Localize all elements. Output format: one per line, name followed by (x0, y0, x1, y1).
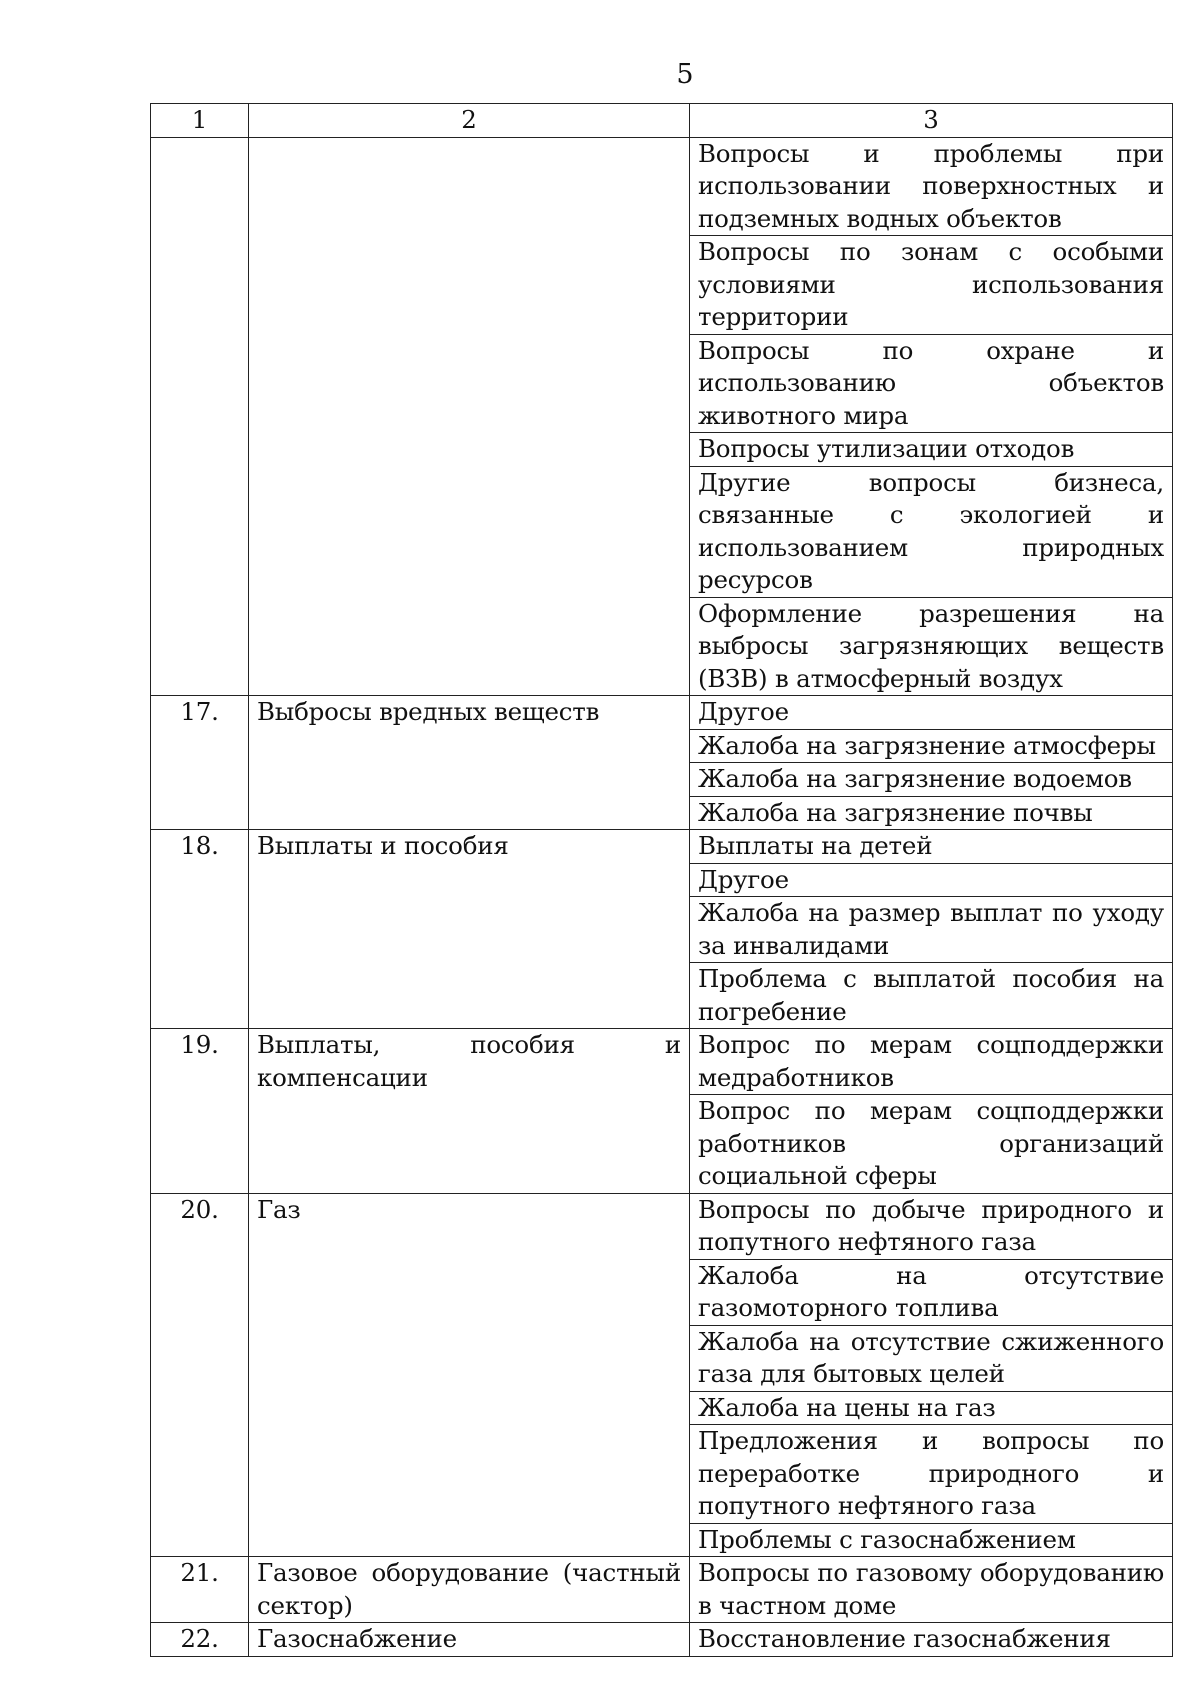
subcategory-cell: Проблемы с газоснабжением (690, 1523, 1173, 1557)
subcategory-cell: Жалоба на загрязнение атмосферы (690, 729, 1173, 763)
table-row (151, 696, 1173, 730)
table-row (151, 137, 1173, 236)
table-header-row (151, 104, 1173, 138)
subcategory-cell: Вопросы по охране и использованию объектов животного мира (690, 334, 1173, 433)
subcategory-cell: Жалоба на размер выплат по уходу за инвалидами (690, 897, 1173, 963)
subcategory-cell: Другие вопросы бизнеса, связанные с экологией и использованием природных ресурсов (690, 466, 1173, 597)
subcategory-cell: Другое (690, 696, 1173, 730)
subcategory-cell: Вопрос по мерам соцподдержки работников организаций социальной сферы (690, 1095, 1173, 1194)
table-row (151, 1029, 1173, 1095)
category-cell (249, 137, 690, 696)
category-cell: Газовое оборудование (частный сектор) (249, 1557, 690, 1623)
subcategory-cell: Вопросы утилизации отходов (690, 433, 1173, 467)
subcategory-cell: Другое (690, 863, 1173, 897)
subcategory-cell: Оформление разрешения на выбросы загрязняющих веществ (ВЗВ) в атмосферный воздух (690, 597, 1173, 696)
row-number (151, 137, 249, 696)
category-cell: Газоснабжение (249, 1623, 690, 1657)
page-number: 5 (676, 59, 694, 90)
column-header-3: 3 (690, 104, 1173, 138)
subcategory-cell: Вопросы по добыче природного и попутного нефтяного газа (690, 1193, 1173, 1259)
subcategory-cell: Проблема с выплатой пособия на погребение (690, 963, 1173, 1029)
subcategory-cell: Предложения и вопросы по переработке природного и попутного нефтяного газа (690, 1425, 1173, 1524)
category-cell: Выплаты, пособия и компенсации (249, 1029, 690, 1194)
category-cell: Выплаты и пособия (249, 830, 690, 1029)
subcategory-cell: Жалоба на отсутствие сжиженного газа для бытовых целей (690, 1325, 1173, 1391)
table-body (151, 104, 1173, 1657)
row-number: 20. (151, 1193, 249, 1557)
subcategory-cell: Вопросы по зонам с особыми условиями использования территории (690, 236, 1173, 335)
appeals-classification-table (150, 103, 1173, 1657)
subcategory-cell: Жалоба на загрязнение почвы (690, 796, 1173, 830)
column-header-2: 2 (249, 104, 690, 138)
row-number: 22. (151, 1623, 249, 1657)
row-number: 19. (151, 1029, 249, 1194)
table-row (151, 1193, 1173, 1259)
row-number: 21. (151, 1557, 249, 1623)
subcategory-cell: Вопрос по мерам соцподдержки медработников (690, 1029, 1173, 1095)
subcategory-cell: Восстановление газоснабжения (690, 1623, 1173, 1657)
column-header-1: 1 (151, 104, 249, 138)
row-number: 18. (151, 830, 249, 1029)
subcategory-cell: Жалоба на цены на газ (690, 1391, 1173, 1425)
subcategory-cell: Вопросы по газовому оборудованию в частном доме (690, 1557, 1173, 1623)
table-row (151, 1623, 1173, 1657)
table-row (151, 1557, 1173, 1623)
table-row (151, 830, 1173, 864)
subcategory-cell: Жалоба на отсутствие газомоторного топлива (690, 1259, 1173, 1325)
category-cell: Газ (249, 1193, 690, 1557)
subcategory-cell: Вопросы и проблемы при использовании поверхностных и подземных водных объектов (690, 137, 1173, 236)
subcategory-cell: Выплаты на детей (690, 830, 1173, 864)
row-number: 17. (151, 696, 249, 830)
category-cell: Выбросы вредных веществ (249, 696, 690, 830)
subcategory-cell: Жалоба на загрязнение водоемов (690, 763, 1173, 797)
